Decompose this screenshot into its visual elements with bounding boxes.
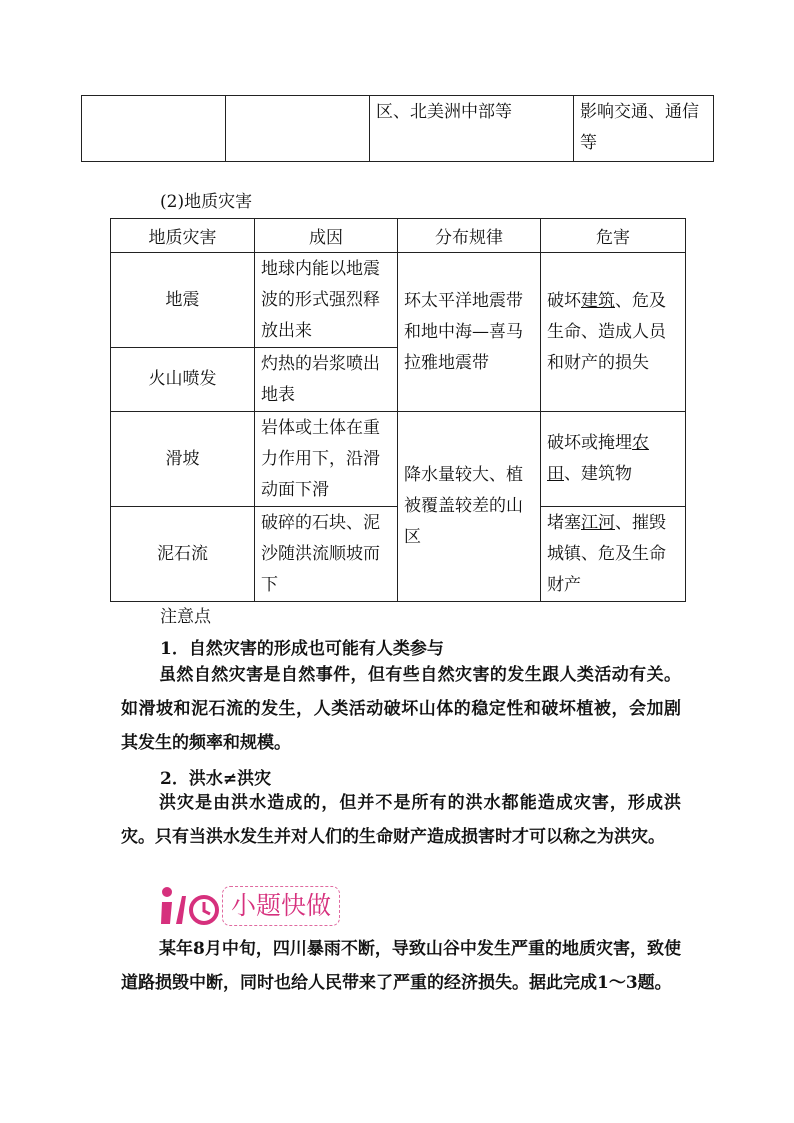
section-label: (2)地质灾害 — [160, 192, 253, 212]
notes-title: 注意点 — [160, 607, 211, 627]
table-cell: 影响交通、通信等 — [574, 96, 714, 162]
header-distribution: 分布规律 — [398, 219, 541, 253]
quiz-logo-label: 小题快做 — [222, 886, 340, 926]
distribution-cell: 环太平洋地震带和地中海—喜马拉雅地震带 — [398, 253, 541, 412]
disaster-name: 地震 — [111, 253, 255, 348]
disaster-cause: 岩体或土体在重力作用下，沿滑动面下滑 — [255, 412, 398, 507]
disaster-name: 泥石流 — [111, 507, 255, 602]
quiz-intro: 某年8月中旬，四川暴雨不断，导致山谷中发生严重的地质灾害，致使道路损毁中断，同时也给人民带来了严重的经济损失。据此完成1～3题。 — [121, 939, 681, 993]
header-disaster: 地质灾害 — [111, 219, 255, 253]
distribution-cell: 降水量较大、植被覆盖较差的山区 — [398, 412, 541, 602]
geological-disaster-table — [110, 218, 686, 602]
table-cell — [226, 96, 370, 162]
note-body-1: 虽然自然灾害是自然事件，但有些自然灾害的发生跟人类活动有关。如滑坡和泥石流的发生，人类活动破坏山体的稳定性和破坏植被，会加剧其发生的频率和规模。 — [121, 665, 681, 753]
note-heading-1: 1．自然灾害的形成也可能有人类参与 — [160, 639, 444, 659]
note-body-2: 洪灾是由洪水造成的，但并不是所有的洪水都能造成灾害，形成洪灾。只有当洪水发生并对人们的生命财产造成损害时才可以称之为洪灾。 — [121, 793, 681, 847]
table-header-row — [111, 219, 686, 253]
table-row — [111, 253, 686, 348]
harm-cell: 破坏或掩埋农田、建筑物 — [541, 412, 686, 507]
harm-cell: 破坏建筑、危及生命、造成人员和财产的损失 — [541, 253, 686, 412]
header-cause: 成因 — [255, 219, 398, 253]
quick-quiz-logo — [158, 884, 340, 928]
quiz-logo-icon — [158, 884, 220, 928]
note-heading-2: 2．洪水≠洪灾 — [160, 769, 272, 789]
table-cell: 区、北美洲中部等 — [370, 96, 574, 162]
disaster-name: 滑坡 — [111, 412, 255, 507]
harm-cell: 堵塞江河、摧毁城镇、危及生命财产 — [541, 507, 686, 602]
table-cell — [82, 96, 226, 162]
disaster-name: 火山喷发 — [111, 348, 255, 412]
table-row — [82, 96, 714, 162]
disaster-cause: 破碎的石块、泥沙随洪流顺坡而下 — [255, 507, 398, 602]
table-row — [111, 412, 686, 507]
continued-table — [81, 95, 714, 162]
header-harm: 危害 — [541, 219, 686, 253]
disaster-cause: 地球内能以地震波的形式强烈释放出来 — [255, 253, 398, 348]
disaster-cause: 灼热的岩浆喷出地表 — [255, 348, 398, 412]
